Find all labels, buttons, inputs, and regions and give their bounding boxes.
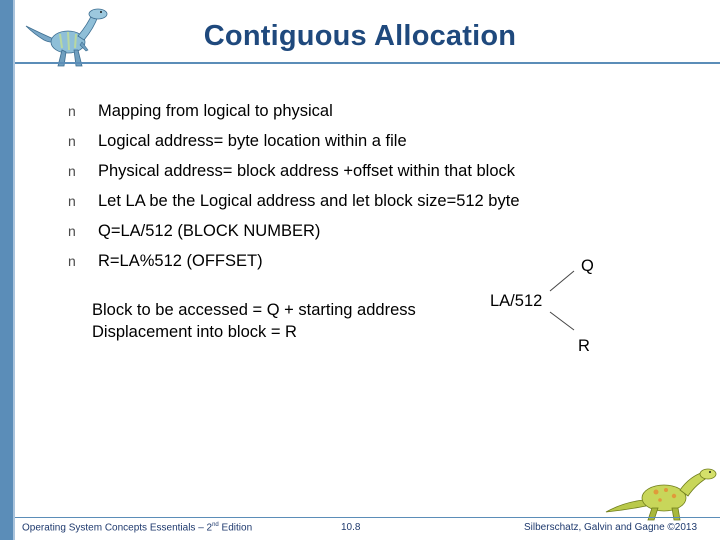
quotient-line [550, 271, 574, 291]
quotient-label: Q [581, 257, 594, 275]
bullet-item [68, 156, 520, 186]
bullet-marker: n [68, 253, 76, 269]
footer-book-prefix: Operating System Concepts Essentials – 2 [22, 522, 213, 534]
remainder-label: R [578, 337, 590, 355]
remainder-line [550, 312, 574, 330]
footer-book-title [22, 522, 252, 533]
bullet-marker: n [68, 133, 76, 149]
footer-book-suffix: Edition [218, 522, 253, 534]
bullet-text: Let LA be the Logical address and let block size=512 byte [98, 191, 520, 210]
footer-page-number: 10.8 [341, 522, 361, 533]
bullet-marker: n [68, 223, 76, 239]
bullet-item [68, 216, 520, 246]
bullet-item [68, 246, 520, 276]
bullet-item [68, 96, 520, 126]
bullet-marker: n [68, 103, 76, 119]
title-divider [15, 62, 720, 64]
bullet-marker: n [68, 163, 76, 179]
bullet-list [68, 96, 520, 276]
dinosaur-logo-icon [600, 462, 720, 522]
block-access-text [92, 299, 416, 343]
block-text-line: Displacement into block = R [92, 323, 297, 341]
bullet-marker: n [68, 193, 76, 209]
footer-book-sup: nd [212, 522, 219, 528]
bullet-item [68, 126, 520, 156]
bullet-text: Physical address= block address +offset within that block [98, 161, 516, 180]
bullet-text: Logical address= byte location within a file [98, 131, 407, 150]
bullet-item [68, 186, 520, 216]
left-accent-bar-highlight [13, 0, 15, 540]
footer-copyright: Silberschatz, Galvin and Gagne ©2013 [524, 522, 698, 533]
block-text-line: Block to be accessed = Q + starting address [92, 301, 416, 319]
bullet-text: Q=LA/512 (BLOCK NUMBER) [98, 221, 321, 240]
left-accent-bar [0, 0, 13, 540]
dividend-label: LA/512 [490, 292, 543, 310]
footer-divider [15, 517, 720, 518]
bullet-text: R=LA%512 (OFFSET) [98, 251, 263, 270]
slide-title: Contiguous Allocation [203, 20, 517, 52]
bullet-text: Mapping from logical to physical [98, 101, 333, 120]
